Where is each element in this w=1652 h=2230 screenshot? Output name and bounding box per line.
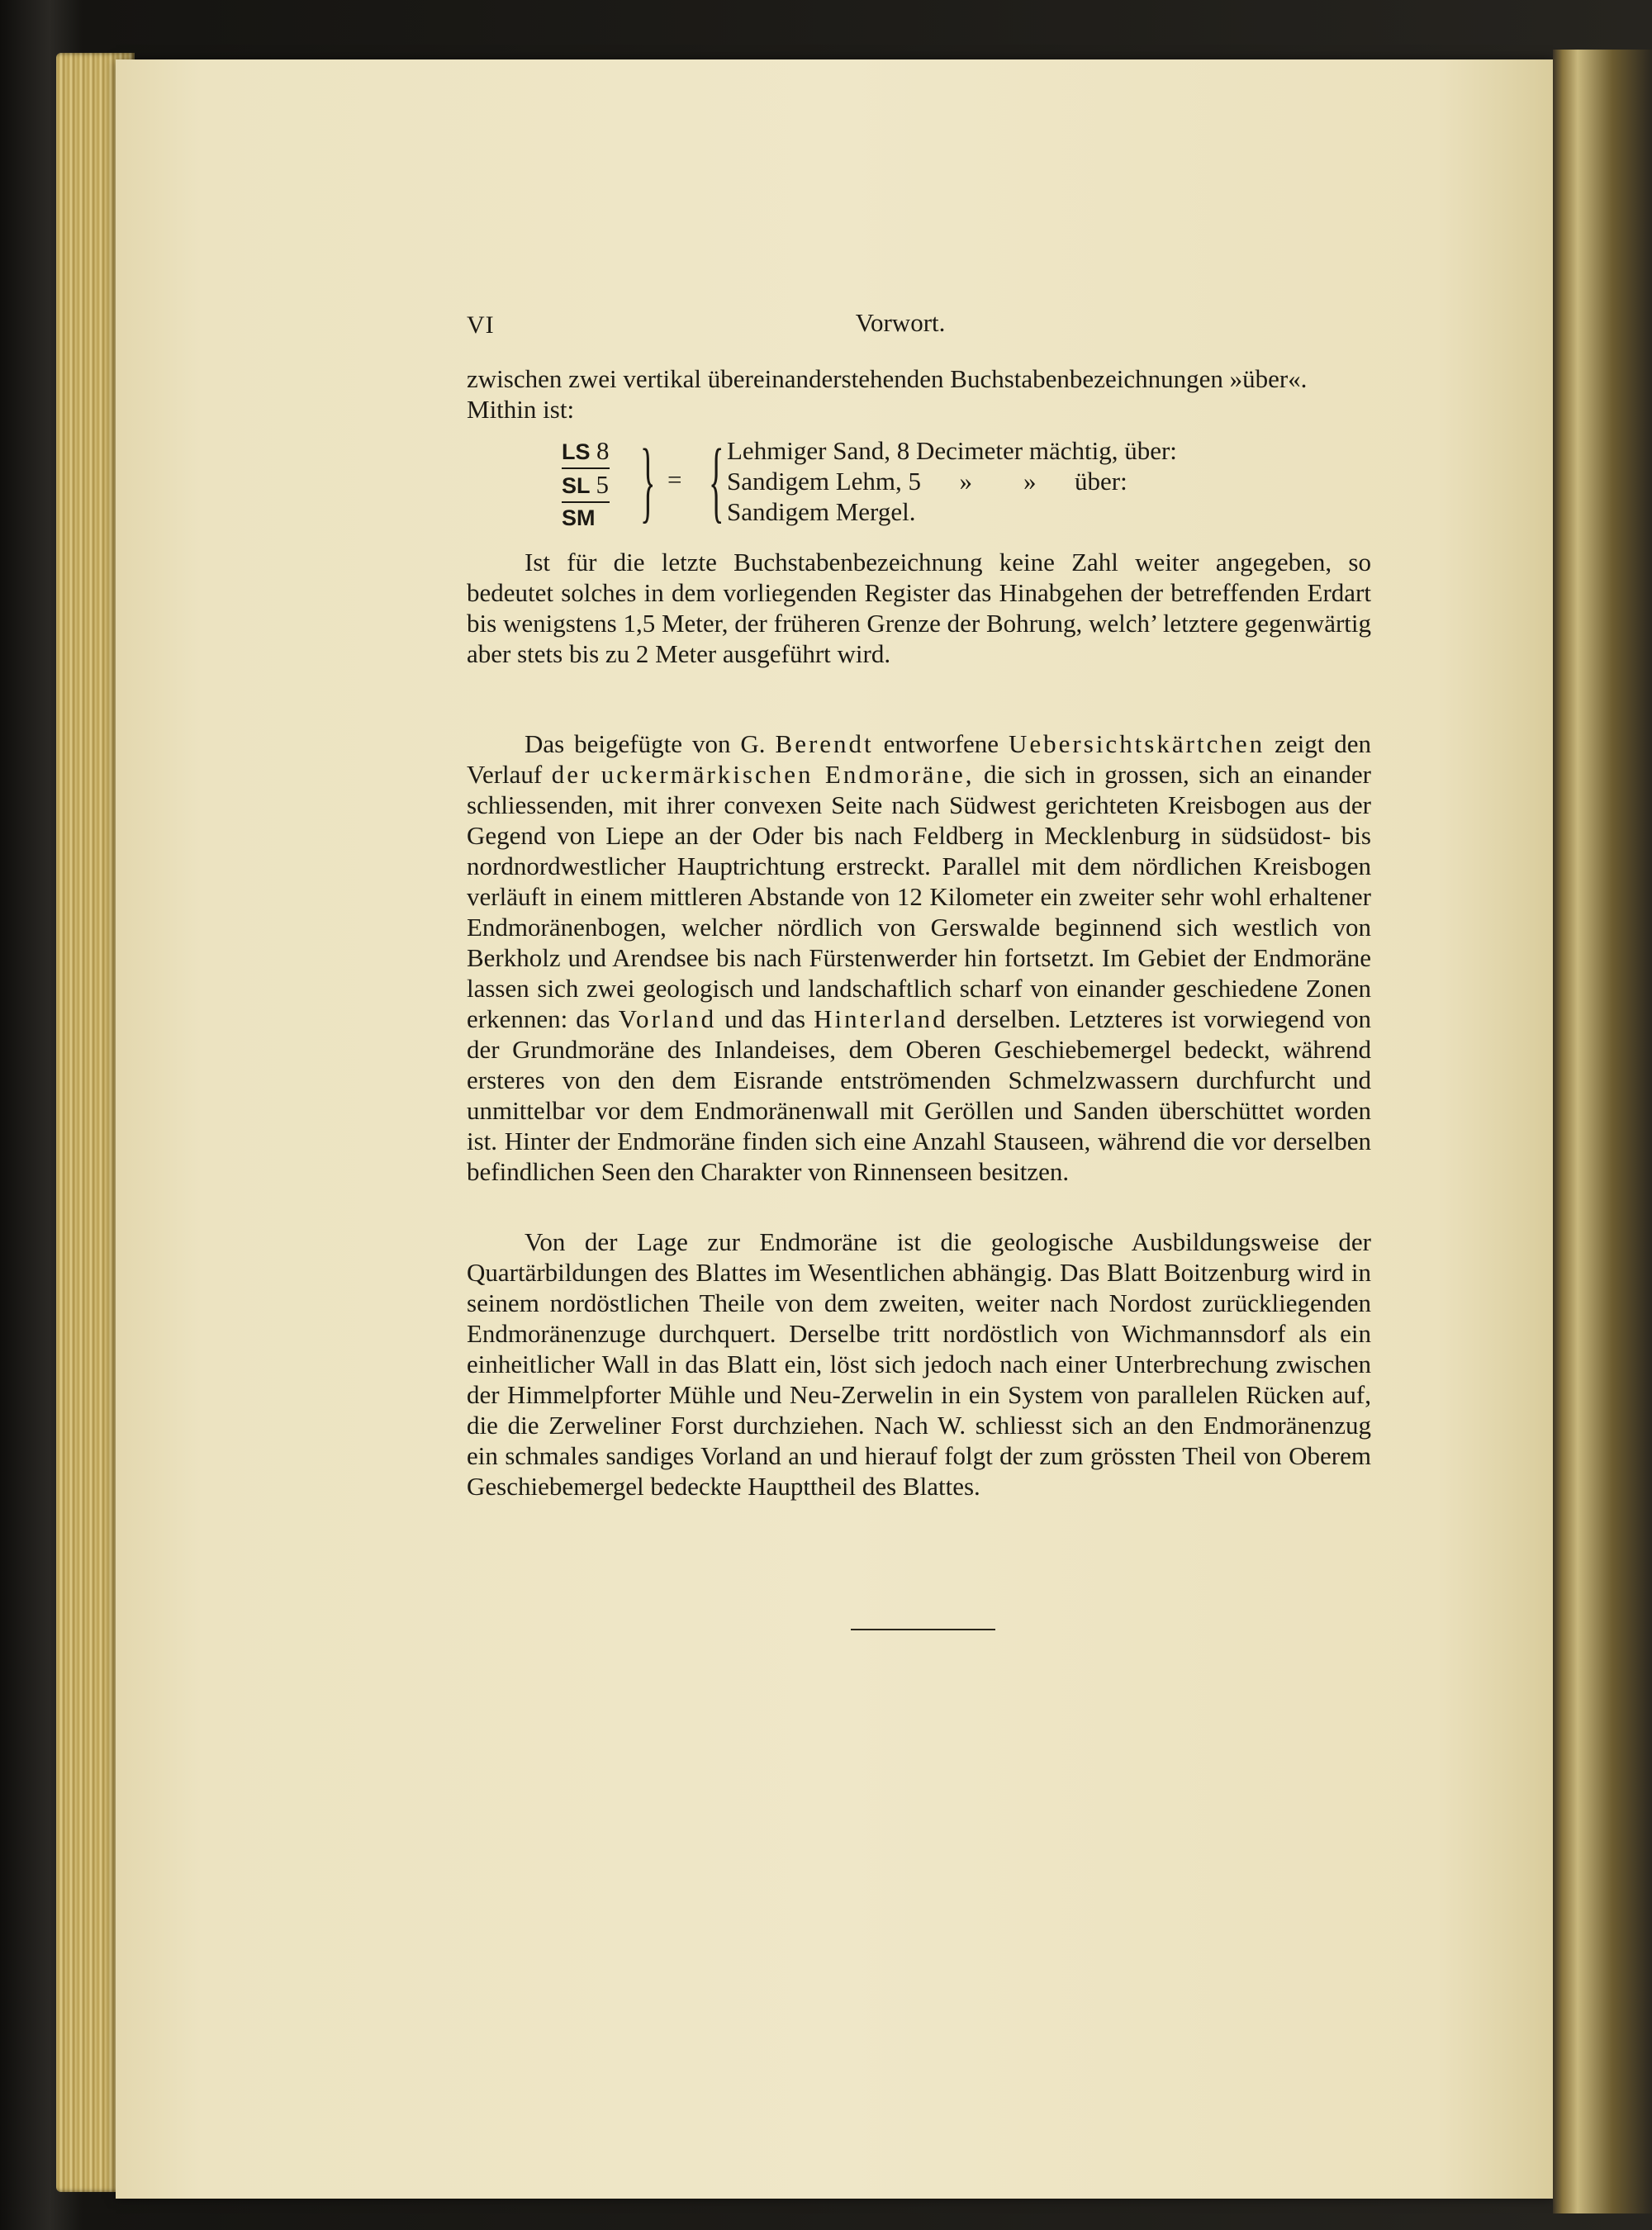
paragraph-text: Ist für die letzte Buchstabenbezeichnung keine Zahl weiter angegeben, so bedeutet solches in dem vorliegenden Register das Hinabgehen der betreffenden Erdart bis wenigstens 1,5 Meter, der früheren Grenze der Bohrung, welch’ letztere gegenwärtig aber stets bis zu 2 Meter ausgeführt wird. (467, 548, 1371, 668)
text-run: und das (724, 1004, 806, 1033)
section-divider (851, 1629, 995, 1630)
formula-num: 8 (596, 436, 610, 465)
formula-code-row (562, 501, 610, 534)
paragraph-1 (467, 547, 1371, 669)
text-run: derselben. Letzteres ist vorwiegend von der Grundmoräne des Inlandeises, dem Oberen Geschiebemergel bedeckt, während ersteres von den dem Eisrande entströmenden Schmelzwassern durchfurcht und unmittelbar vor dem Endmoränenwall mit Geröllen und Sanden überschüttet worden ist. Hinter der Endmoräne finden sich eine Anzahl Stauseen, während die vor derselben befindlichen Seen den Charakter von Rinnenseen besitzen. (467, 1004, 1372, 1186)
formula-codes (562, 435, 610, 534)
brace-open: { (709, 430, 724, 531)
text-run: entworfene (883, 729, 999, 758)
intro-line: Mithin ist: (467, 395, 575, 424)
formula-num: 5 (596, 470, 610, 499)
notation-formula (562, 430, 1388, 534)
book-gutter (1553, 50, 1652, 2213)
formula-lines (727, 435, 1177, 527)
formula-code: SL (562, 473, 591, 498)
map-title: Uebersichtskärtchen (1009, 729, 1265, 758)
formula-line: Lehmiger Sand, 8 Decimeter mächtig, über: (727, 436, 1177, 465)
paragraph-2 (467, 728, 1371, 1187)
equals-sign: = (667, 465, 682, 494)
formula-code: SM (562, 505, 596, 530)
formula-line: Sandigem Mergel. (727, 497, 916, 526)
intro-line: zwischen zwei vertikal übereinanderstehenden Buchstabenbezeichnungen »über«. (467, 364, 1308, 393)
paragraph-text (467, 728, 1371, 1187)
page-number: VI (467, 311, 495, 339)
text-run: die sich in grossen, sich an einander schliessenden, mit ihrer convexen Seite nach Südwest gerichteten Kreisbogen aus der Gegend von Liepe an der Oder bis nach Feldberg in Mecklenburg in südsüdost- bis nordnordwestlicher Hauptrichtung erstreckt. Parallel mit dem nördlichen Kreisbogen verläuft in einem mittleren Abstande von 12 Kilometer ein zweiter sehr wohl erhaltener Endmoränenbogen, welcher nördlich von Gerswalde beginnend sich westlich von Berkholz und Arendsee bis nach Fürstenwerder hin fortsetzt. Im Gebiet der Endmoräne lassen sich zwei geologisch und landschaftlich scharf von einander geschiedene Zonen erkennen: das (467, 760, 1372, 1033)
paragraph-text: Von der Lage zur Endmoräne ist die geologische Ausbildungsweise der Quartärbildungen des Blattes im Wesentlichen abhängig. Das Blatt Boitzenburg wird in seinem nordöstlichen Theile von dem zweiten, weiter nach Nordost zurückliegenden Endmoränenzuge durchquert. Derselbe tritt nordöstlich von Wichmannsdorf als ein einheitlicher Wall in das Blatt ein, löst sich jedoch nach einer Unterbrechung zwischen der Himmelpforter Mühle und Neu-Zerwelin in ein System von parallelen Rücken auf, die die Zerweliner Forst durchziehen. Nach W. schliesst sich an den Endmoränenzug ein schmales sandiges Vorland an und hierauf folgt der zum grössten Theil von Oberem Geschiebemergel bedeckte Haupttheil des Blattes. (467, 1227, 1371, 1501)
text-run: zeigt den Verlauf (467, 729, 1372, 789)
emphasis-term: Hinterland (814, 1004, 948, 1033)
formula-code-row (562, 467, 610, 501)
formula-code: LS (562, 439, 591, 464)
page-title: Vorwort. (855, 308, 946, 337)
text-run: Das beigefügte von G. (525, 729, 766, 758)
emphasis-term: uckermärkischen Endmoräne, (601, 760, 975, 789)
author-name: Berendt (775, 729, 874, 758)
emphasis-term: Vorland (618, 1004, 717, 1033)
paragraph-3 (467, 1226, 1371, 1502)
text-run: der (551, 760, 592, 789)
formula-code-row (562, 435, 610, 467)
formula-line: Sandigem Lehm, 5 » » über: (727, 467, 1127, 496)
brace-close: } (640, 430, 656, 531)
intro-text (467, 363, 1371, 425)
